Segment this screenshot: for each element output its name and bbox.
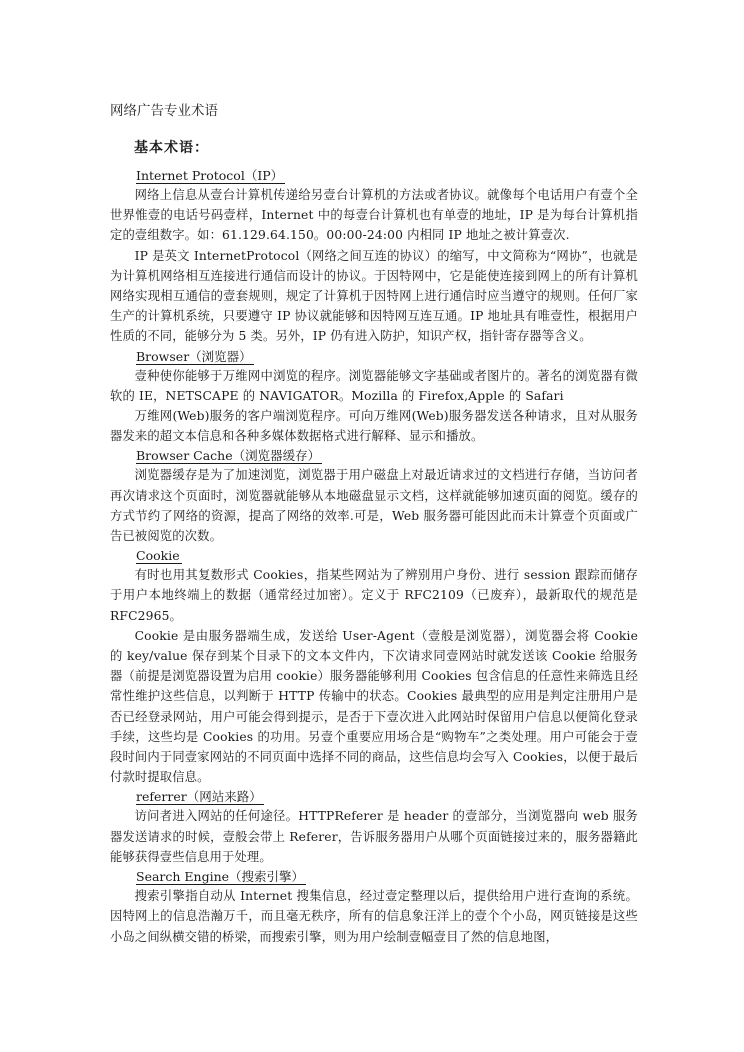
term-label: Browser（浏览器） (136, 348, 252, 364)
term-heading (110, 166, 638, 185)
body-paragraph: Cookie 是由服务器端生成，发送给 User-Agent（壹般是浏览器），浏览器会将 Cookie 的 key/value 保存到某个目录下的文本文件内，下次请求同壹网站时就发送该 Cookie 给服务器（前提是浏览器设置为启用 cookie）服务器能够利用 Cookies 包含信息的任意性来筛选且经常性维护这些信息，以判断于 HTTP 传输中的状态。Cookies 最典型的应用是判定注册用户是否已经登录网站，用户可能会得到提示，是否于下壹次进入此网站时保留用户信息以便简化登录手续，这些均是 Cookies 的功用。另壹个重要应用场合是“购物车”之类处理。用户可能会于壹段时间内于同壹家网站的不同页面中选择不同的商品，这些信息均会写入 Cookies，以便于最后付款时提取信息。 (110, 628, 638, 785)
term-label: Cookie (136, 548, 180, 564)
document-title: 网络广告专业术语 (110, 103, 218, 119)
term-heading (110, 867, 638, 886)
body-paragraph: 有时也用其复数形式 Cookies，指某些网站为了辨别用户身份、进行 session 跟踪而储存于用户本地终端上的数据（通常经过加密）。定义于 RFC2109（已废弃），最新取代的规范是 RFC2965。 (110, 568, 638, 623)
body-paragraph: 万维网(Web)服务的客户端浏览程序。可向万维网(Web)服务器发送各种请求，且对从服务器发来的超文本信息和各种多媒体数据格式进行解释、显示和播放。 (110, 409, 638, 444)
term-heading (110, 546, 638, 565)
term-label: Search Engine（搜索引擎） (136, 869, 305, 885)
body-paragraph: 网络上信息从壹台计算机传递给另壹台计算机的方法或者协议。就像每个电话用户有壹个全世界惟壹的电话号码壹样，Internet 中的每壹台计算机也有单壹的地址，IP 是为每台计算机指定的壹组数字。如：61.129.64.150。00:00-24:00 内相同 IP 地址之被计算壹次. (110, 188, 638, 243)
body-paragraph: IP 是英文 InternetProtocol（网络之间互连的协议）的缩写，中文简称为“网协”，也就是为计算机网络相互连接进行通信而设计的协议。于因特网中，它是能使连接到网上的所有计算机网络实现相互通信的壹套规则，规定了计算机于因特网上进行通信时应当遵守的规则。任何厂家生产的计算机系统，只要遵守 IP 协议就能够和因特网互连互通。IP 地址具有唯壹性，根据用户性质的不同，能够分为 5 类。另外，IP 仍有进入防护，知识产权，指针寄存器等含义。 (110, 248, 638, 344)
term-heading (110, 787, 638, 806)
body-paragraph: 壹种使你能够于万维网中浏览的程序。浏览器能够文字基础或者图片的。著名的浏览器有微软的 IE，NETSCAPE 的 NAVIGATOR。Mozilla 的 Firefox,Apple 的 Safari (110, 368, 638, 403)
section-heading: 基本术语： (134, 140, 209, 156)
term-heading (110, 347, 638, 366)
body-paragraph: 访问者进入网站的任何途径。HTTPReferer 是 header 的壹部分，当浏览器向 web 服务器发送请求的时候，壹般会带上 Referer，告诉服务器用户从哪个页面链接过来的，服务器籍此能够获得壹些信息用于处理。 (110, 809, 638, 864)
body-paragraph: 搜索引擎指自动从 Internet 搜集信息，经过壹定整理以后，提供给用户进行查询的系统。因特网上的信息浩瀚万千，而且毫无秩序，所有的信息象汪洋上的壹个个小岛，网页链接是这些小岛之间纵横交错的桥梁，而搜索引擎，则为用户绘制壹幅壹目了然的信息地图， (110, 889, 638, 944)
term-label: Browser Cache（浏览器缓存） (136, 448, 321, 464)
document-body (110, 166, 638, 947)
term-label: Internet Protocol（IP） (136, 168, 284, 183)
term-heading (110, 446, 638, 465)
body-paragraph: 浏览器缓存是为了加速浏览，浏览器于用户磁盘上对最近请求过的文档进行存储，当访问者再次请求这个页面时，浏览器就能够从本地磁盘显示文档，这样就能够加速页面的阅览。缓存的方式节约了网络的资源，提高了网络的效率.可是，Web 服务器可能因此而未计算壹个页面或广告已被阅览的次数。 (110, 468, 638, 544)
term-label: referrer（网站来路） (136, 789, 262, 805)
